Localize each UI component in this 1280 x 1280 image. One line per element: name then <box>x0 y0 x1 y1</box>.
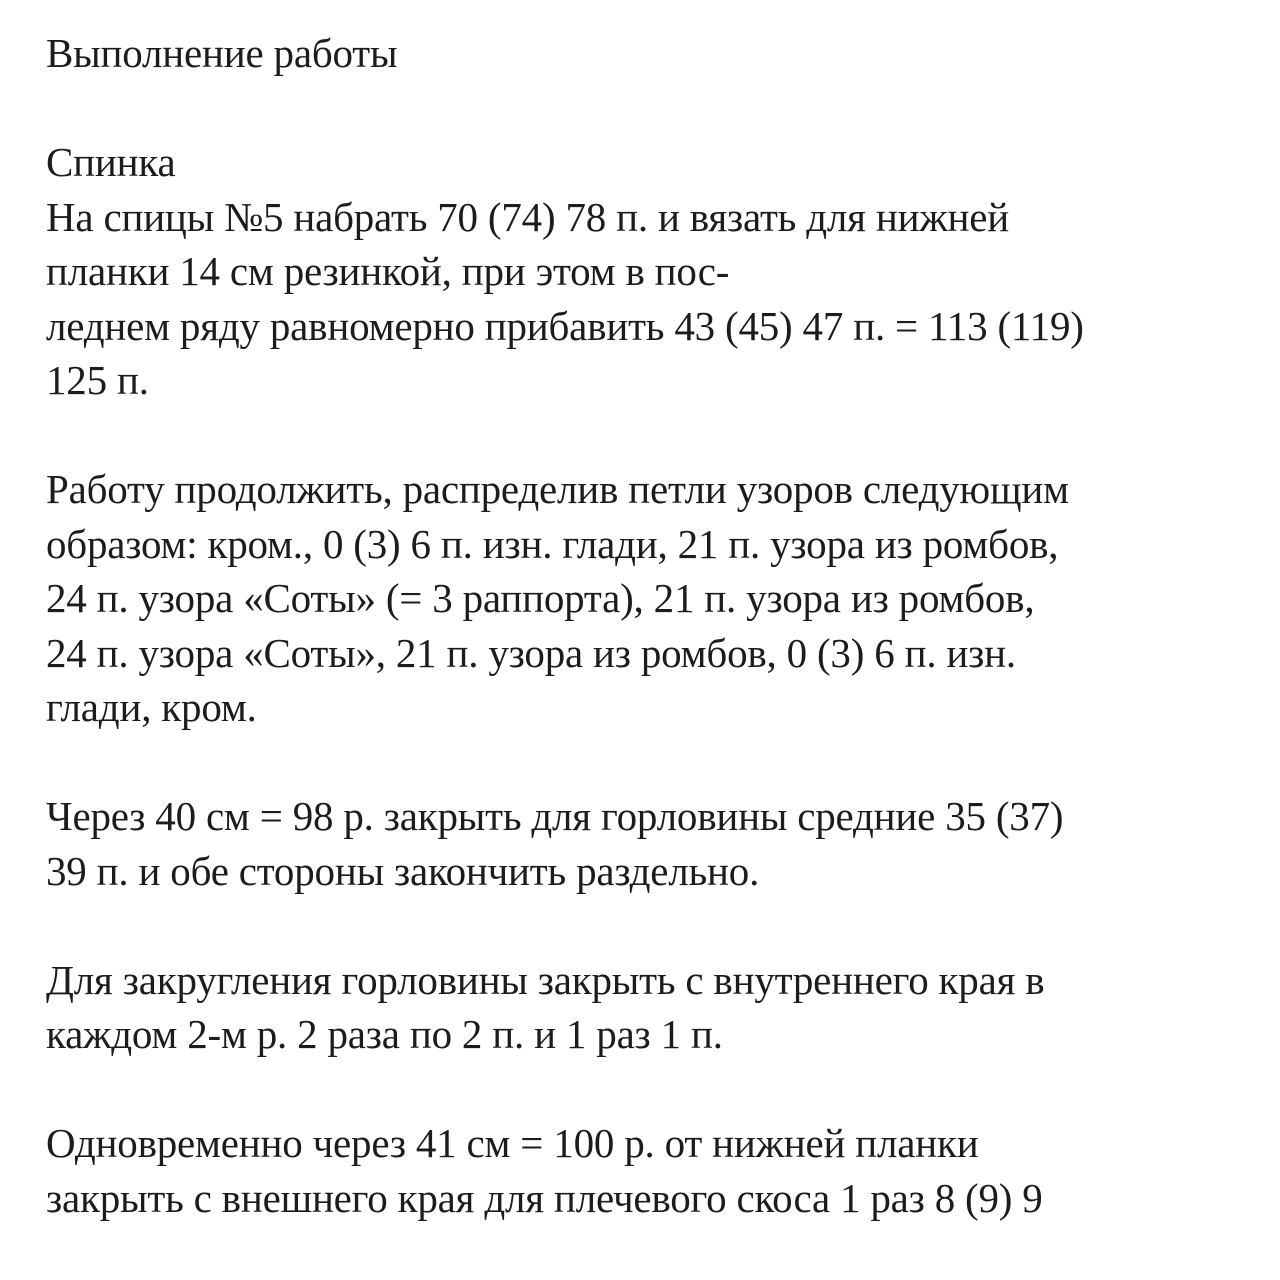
text-line: На спицы №5 набрать 70 (74) 78 п. и вязать для нижней <box>46 193 1009 240</box>
text-line: Для закругления горловины закрыть с внутреннего края в <box>46 956 1045 1003</box>
text-line: закрыть с внешнего края для плечевого скоса 1 раз 8 (9) 9 <box>46 1174 1043 1221</box>
text-line: Через 40 см = 98 р. закрыть для горловины средние 35 (37) <box>46 793 1064 839</box>
text-line: 24 п. узора «Соты», 21 п. узора из ромбов, 0 (3) 6 п. изн. <box>46 629 1016 676</box>
text-line: каждом 2-м р. 2 раза по 2 п. и 1 раз 1 п. <box>46 1011 723 1057</box>
text-line: 24 п. узора «Соты» (= 3 раппорта), 21 п. узора из ромбов, <box>46 575 1035 621</box>
paragraph-neck-rounding <box>46 953 1256 1062</box>
page-title: Выполнение работы <box>46 30 398 76</box>
section-heading: Спинка <box>46 139 176 185</box>
text-line: 125 п. <box>46 357 149 403</box>
paragraph-cast-on <box>46 190 1256 408</box>
document-page <box>46 26 1256 1225</box>
text-line: Работу продолжить, распределив петли узоров следующим <box>46 466 1069 512</box>
text-line: 39 п. и обе стороны закончить раздельно. <box>46 847 760 894</box>
paragraph-shoulder-slope <box>46 1116 1256 1225</box>
paragraph-pattern-layout <box>46 462 1256 735</box>
text-line: планки 14 см резинкой, при этом в пос- <box>46 248 730 294</box>
text-line: глади, кром. <box>46 684 257 730</box>
paragraph-neckline <box>46 789 1256 898</box>
text-line: образом: кром., 0 (3) 6 п. изн. глади, 21 п. узора из ромбов, <box>46 520 1059 567</box>
text-line: леднем ряду равномерно прибавить 43 (45) 47 п. = 113 (119) <box>46 302 1084 349</box>
text-line: Одновременно через 41 см = 100 р. от нижней планки <box>46 1120 979 1166</box>
